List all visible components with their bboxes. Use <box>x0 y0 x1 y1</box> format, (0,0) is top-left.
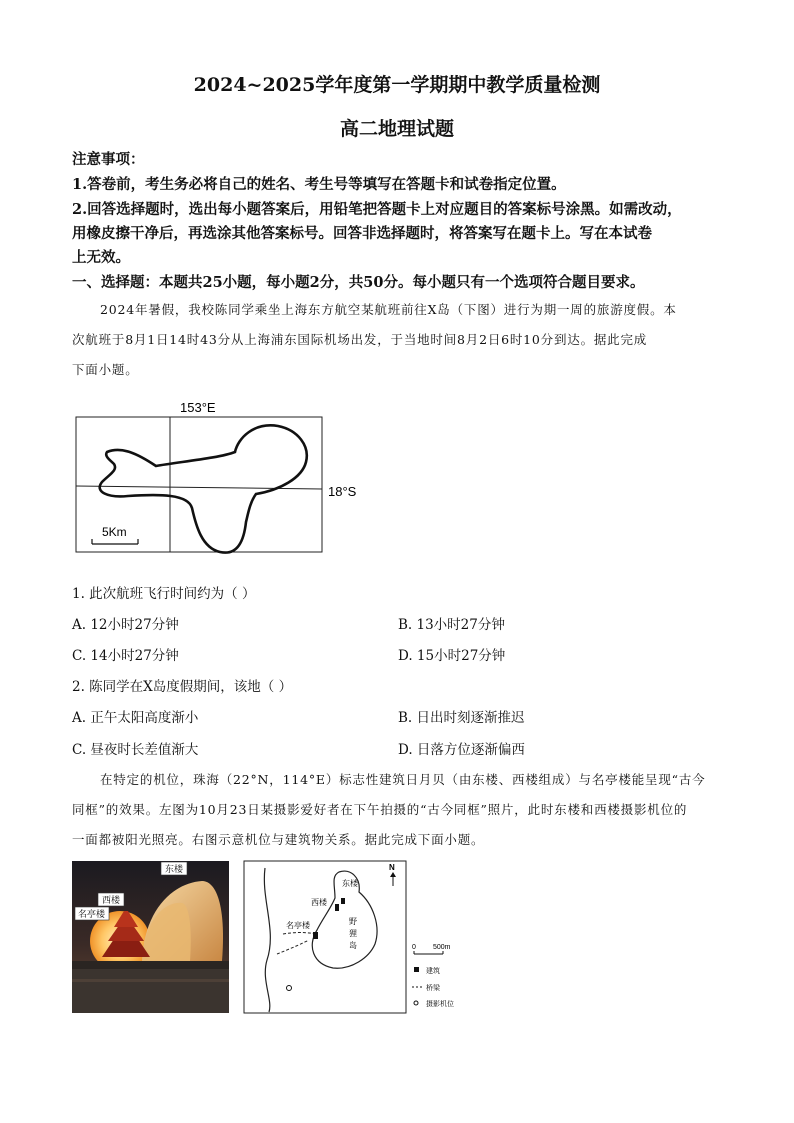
photo-pavilion-label: 名亭楼 <box>78 909 106 919</box>
north-label: N <box>389 863 395 872</box>
passage2-line2: 同框”的效果。左图为10月23日某摄影爱好者在下午拍摄的“古今同框”照片，此时东楼和西楼摄影机位的 <box>72 802 688 817</box>
map2-frame <box>244 861 406 1013</box>
exam-title: 2024~2025学年度第一学期期中教学质量检测 <box>193 74 601 96</box>
passage2-line1: 在特定的机位，珠海（22°N，114°E）标志性建筑日月贝（由东楼、西楼组成）与名亭楼能呈现“古今 <box>100 772 706 787</box>
pavilion-mark <box>313 932 318 939</box>
photo-east-label: 东楼 <box>165 864 184 874</box>
q2-stem: 2. 陈同学在X岛度假期间，该地（ ） <box>72 679 293 695</box>
legend-camera: 摄影机位 <box>426 1001 454 1008</box>
q1-option-c: C. 14小时27分钟 <box>72 648 179 664</box>
map2-west-label: 西楼 <box>311 898 327 907</box>
island-map <box>60 390 380 562</box>
map2-scale-label: 500m <box>433 944 451 951</box>
notice-item-2-line3: 上无效。 <box>72 249 130 266</box>
passage1-line3: 下面小题。 <box>72 362 139 377</box>
passage1-line2: 次航班于8月1日14时43分从上海浦东国际机场出发，于当地时间8月2日6时10分到达。据此完成 <box>72 332 648 347</box>
latitude-label: 18°S <box>328 484 357 499</box>
q1-stem: 1. 此次航班飞行时间约为（ ） <box>72 586 256 602</box>
east-building-mark <box>341 898 345 904</box>
q1-option-d: D. 15小时27分钟 <box>398 648 506 664</box>
map2-east-label: 东楼 <box>342 879 358 888</box>
legend-building-icon <box>414 967 419 972</box>
scale-zero: 0 <box>412 944 416 951</box>
q2-option-d: D. 日落方位逐渐偏西 <box>398 742 525 758</box>
q2-option-b: B. 日出时刻逐渐推迟 <box>398 710 525 726</box>
island-label-3: 岛 <box>349 941 357 950</box>
passage2-line3: 一面都被阳光照亮。右图示意机位与建筑物关系。据此完成下面小题。 <box>72 832 485 847</box>
q1-option-a: A. 12小时27分钟 <box>72 617 179 633</box>
notice-item-2-line2: 用橡皮擦干净后，再选涂其他答案标号。回答非选择题时，将答案写在题卡上。写在本试卷 <box>72 225 652 242</box>
q2-option-c: C. 昼夜时长差值渐大 <box>72 742 199 758</box>
notice-heading: 注意事项： <box>72 151 145 168</box>
camera-position-map <box>243 860 468 1015</box>
map2-pavilion-label: 名亭楼 <box>286 921 310 930</box>
island-outline <box>100 425 307 552</box>
section-heading: 一、选择题：本题共25小题，每小题2分，共50分。每小题只有一个选项符合题目要求。 <box>72 274 645 291</box>
q2-option-a: A. 正午太阳高度渐小 <box>72 710 199 726</box>
legend-building: 建筑 <box>426 968 440 975</box>
q1-option-b: B. 13小时27分钟 <box>398 617 505 633</box>
legend-camera-icon <box>414 1001 418 1005</box>
notice-item-1: 1.答卷前，考生务必将自己的姓名、考生号等填写在答题卡和试卷指定位置。 <box>72 176 566 193</box>
legend-bridge: 桥梁 <box>426 985 440 992</box>
west-building-mark <box>335 904 339 911</box>
longitude-label: 153°E <box>180 400 216 415</box>
camera-position <box>287 986 292 991</box>
photo-west-label: 西楼 <box>102 895 121 905</box>
photo-sunset-buildings <box>72 861 229 1013</box>
exam-subtitle: 高二地理试题 <box>339 118 454 140</box>
island-label-2: 狸 <box>349 929 357 938</box>
notice-item-2-line1: 2.回答选择题时，选出每小题答案后，用铅笔把答题卡上对应题目的答案标号涂黑。如需改动， <box>72 201 682 218</box>
scale-label: 5Km <box>102 525 127 539</box>
passage1-line1: 2024年暑假，我校陈同学乘坐上海东方航空某航班前往X岛（下图）进行为期一周的旅游度假。本 <box>100 302 677 317</box>
island-label-1: 野 <box>349 917 357 926</box>
latitude-line <box>76 486 322 489</box>
